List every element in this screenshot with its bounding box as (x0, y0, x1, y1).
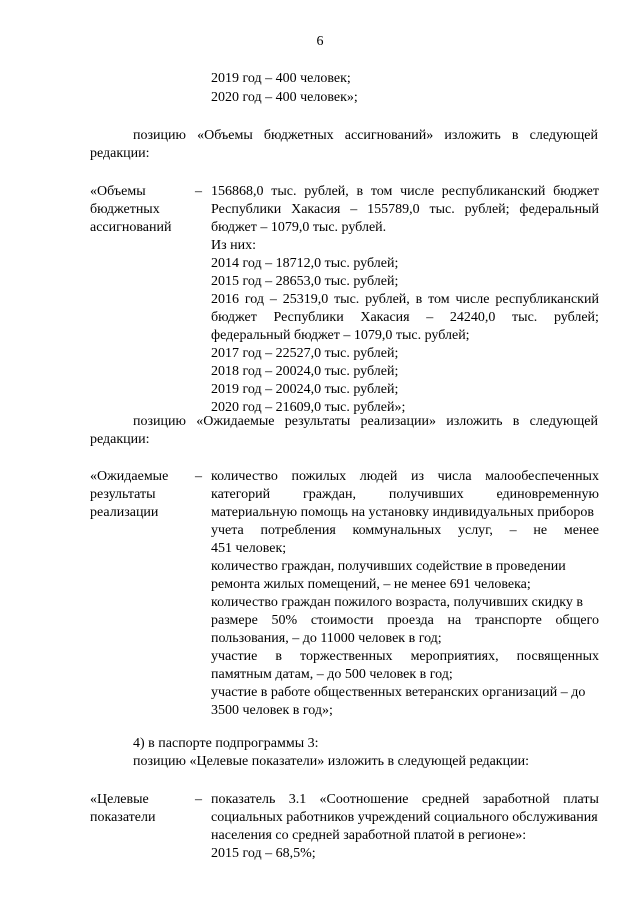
value-line: 2019 год – 20024,0 тыс. рублей; (211, 382, 399, 397)
value-line: количество граждан, получивших содействие в проведении (211, 559, 566, 574)
value-line: участие в работе общественных ветеранских организаций – до (211, 685, 586, 700)
dash-separator: – (195, 469, 202, 484)
row-label: «Ожидаемые (90, 469, 169, 484)
value-line: населения со средней заработной платой в регионе»: (211, 828, 527, 843)
value-line: Из них: (211, 238, 257, 253)
value-line: количество пожилых людей из числа малообеспеченных (211, 469, 599, 484)
row-label: результаты (90, 487, 156, 502)
value-line: 2015 год – 28653,0 тыс. рублей; (211, 274, 399, 289)
value-line: категорий граждан, получивших единовременную (211, 487, 599, 502)
value-line: 3500 человек в год»; (211, 703, 333, 718)
value-line: 2020 год – 21609,0 тыс. рублей»; (211, 400, 406, 415)
value-line: учета потребления коммунальных услуг, – не менее (211, 523, 599, 538)
paragraph-line: 4) в паспорте подпрограммы 3: (133, 736, 319, 751)
value-line: памятным датам, – до 500 человек в год; (211, 667, 453, 682)
value-line: 2015 год – 68,5%; (211, 846, 316, 861)
text-line: 2020 год – 400 человек»; (211, 90, 358, 105)
value-line: социальных работников учреждений социального обслуживания (211, 810, 598, 825)
row-label: ассигнований (90, 220, 172, 235)
value-line: федеральный бюджет – 1079,0 тыс. рублей; (211, 328, 470, 343)
dash-separator: – (195, 792, 202, 807)
value-line: 156868,0 тыс. рублей, в том числе республиканский бюджет (211, 184, 599, 199)
value-line: 2014 год – 18712,0 тыс. рублей; (211, 256, 399, 271)
value-line: бюджет – 1079,0 тыс. рублей. (211, 220, 387, 235)
value-line: Республики Хакасия – 155789,0 тыс. рублей; федеральный (211, 202, 599, 217)
value-line: 2016 год – 25319,0 тыс. рублей, в том числе республиканский (211, 292, 599, 307)
value-line: размере 50% стоимости проезда на транспорте общего (211, 613, 599, 628)
paragraph-line: редакции: (90, 432, 150, 447)
value-line: бюджет Республики Хакасия – 24240,0 тыс. рублей; (211, 310, 599, 325)
row-label: «Объемы (90, 184, 146, 199)
paragraph-line: позицию «Ожидаемые результаты реализации» изложить в следующей (133, 414, 598, 429)
value-line: количество граждан пожилого возраста, получивших скидку в (211, 595, 584, 610)
row-label: реализации (90, 505, 159, 520)
dash-separator: – (195, 184, 202, 199)
text-line: 2019 год – 400 человек; (211, 71, 351, 86)
row-label: «Целевые (90, 792, 149, 807)
paragraph-line: позицию «Целевые показатели» изложить в следующей редакции: (133, 754, 529, 769)
value-line: ремонта жилых помещений, – не менее 691 человека; (211, 577, 531, 592)
value-line: 451 человек; (211, 541, 287, 556)
row-label: показатели (90, 810, 156, 825)
value-line: показатель 3.1 «Соотношение средней заработной платы (211, 792, 599, 807)
paragraph-line: позицию «Объемы бюджетных ассигнований» изложить в следующей (133, 128, 598, 143)
row-label: бюджетных (90, 202, 160, 217)
page-number: 6 (316, 34, 324, 49)
value-line: 2018 год – 20024,0 тыс. рублей; (211, 364, 399, 379)
value-line: материальную помощь на установку индивидуальных приборов (211, 505, 594, 520)
value-line: участие в торжественных мероприятиях, посвященных (211, 649, 599, 664)
paragraph-line: редакции: (90, 146, 150, 161)
value-line: 2017 год – 22527,0 тыс. рублей; (211, 346, 399, 361)
value-line: пользования, – до 11000 человек в год; (211, 631, 442, 646)
